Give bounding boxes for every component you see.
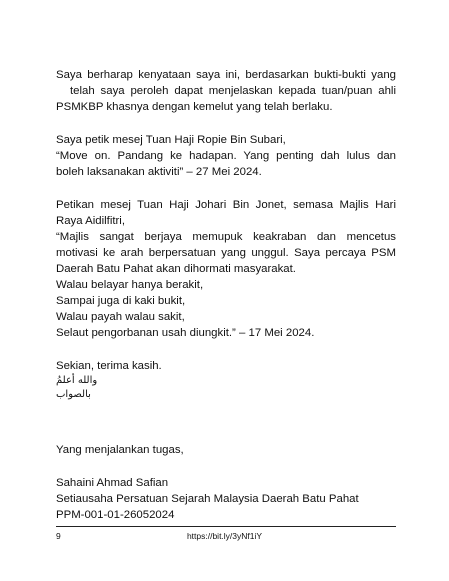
signoff-block <box>56 442 396 458</box>
paragraph-statement <box>56 67 396 115</box>
closing-block <box>56 358 396 402</box>
text-line: PSMKBP khasnya dengan kemelut yang telah berlaku. <box>56 101 333 113</box>
footer-link[interactable]: https://bit.ly/3yNf1iY <box>186 531 263 541</box>
pantun-line: Walau belayar hanya berakit, <box>56 279 204 291</box>
text-line: “Move on. Pandang ke hadapan. Yang penting dah lulus dan <box>56 150 396 162</box>
arabic-phrase: والله أعلمُ بالصواب <box>56 375 98 400</box>
text-line: Raya Aidilfitri, <box>56 215 125 227</box>
text-line: “Majlis sangat berjaya memupuk keakraban dan mencetus <box>56 231 396 243</box>
paragraph-quote-ropie <box>56 132 396 180</box>
letter-body <box>56 67 396 523</box>
text-line: boleh laksanakan aktiviti” – 27 Mei 2024. <box>56 166 262 178</box>
pantun-line: Walau payah walau sakit, <box>56 311 185 323</box>
text-line: Daerah Batu Pahat akan dihormati masyarakat. <box>56 263 296 275</box>
pantun-line: Sampai juga di kaki bukit, <box>56 295 186 307</box>
signatory-title: Setiausaha Persatuan Sejarah Malaysia Daerah Batu Pahat <box>56 493 359 505</box>
footer-divider <box>56 526 396 527</box>
text-line: Saya petik mesej Tuan Haji Ropie Bin Subari, <box>56 134 286 146</box>
pantun-line: Selaut pengorbanan usah diungkit.” – 17 Mei 2024. <box>56 327 315 339</box>
closing-text: Sekian, terima kasih. <box>56 360 162 372</box>
signatory-name: Sahaini Ahmad Safian <box>56 477 169 489</box>
reference-number: PPM-001-01-26052024 <box>56 509 175 521</box>
text-line: Saya berharap kenyataan saya ini, berdasarkan bukti-bukti yang <box>56 69 396 81</box>
paragraph-quote-johari <box>56 197 396 341</box>
signoff-text: Yang menjalankan tugas, <box>56 444 184 456</box>
text-line: Petikan mesej Tuan Haji Johari Bin Jonet, semasa Majlis Hari <box>56 199 396 211</box>
text-line: motivasi ke arah berpersatuan yang unggul. Saya percaya PSM <box>56 247 396 259</box>
signature-block <box>56 475 396 523</box>
text-line: telah saya peroleh dapat menjelaskan kepada tuan/puan ahli <box>70 85 396 97</box>
page-number: 9 <box>56 531 61 541</box>
